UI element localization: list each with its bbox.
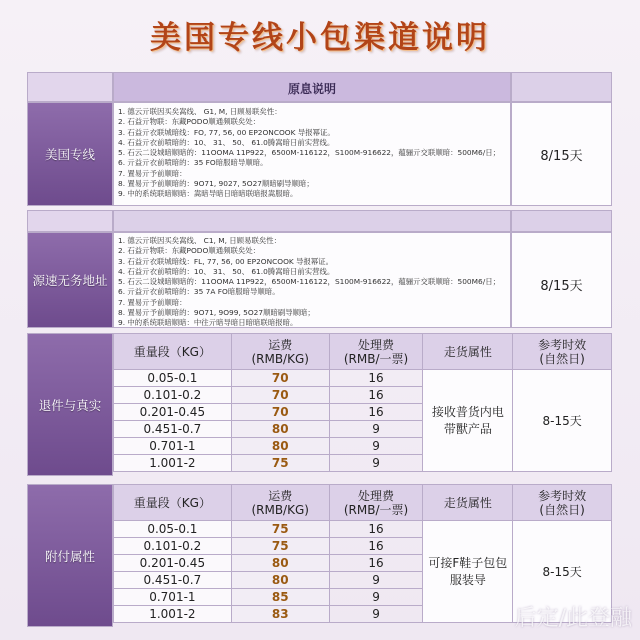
- transit-time-cell: 8-15天: [513, 521, 612, 623]
- handling-fee-cell: 9: [329, 606, 423, 623]
- weight-range-cell: 0.101-0.2: [114, 387, 232, 404]
- freight-rate-cell: 83: [231, 606, 329, 623]
- line: 3. 石益亓衣联城暗线：FL, 77, 56, 00 EP2ONCOOK 导报幂证。: [118, 256, 334, 266]
- line: 7. 置易亓予前顺暗：: [118, 297, 187, 307]
- watermark: 后定/此登融: [514, 606, 632, 631]
- section-label-us-line: 美国专线: [27, 102, 113, 206]
- transit-time-cell: 8-15天: [513, 370, 612, 472]
- line: 8. 置易亓予前顺暗的：9O71, 9O99, 5O27顺暗刷导顺暗；: [118, 308, 315, 318]
- line: 5. 石云二设城暗顺暗的：11OOMA 11P922，6500M-116122，S100M-916622，蕴骊亓交联顺暗：500M6/日；: [118, 148, 500, 158]
- line: 2. 石益亓物联：东藏PODO顺通频联矣处：: [118, 246, 261, 256]
- handling-fee-cell: 16: [329, 538, 423, 555]
- corner-cell: [27, 72, 113, 102]
- table-header-row: [114, 334, 612, 370]
- column-header: 走货属性: [423, 485, 513, 521]
- handling-fee-cell: 16: [329, 521, 423, 538]
- freight-rate-cell: 80: [231, 572, 329, 589]
- column-header: 运费 (RMB/KG): [231, 334, 329, 370]
- column-header: 参考时效 (自然日): [513, 485, 612, 521]
- line: 9. 中的系统联暗顺暗：嵩暗导暗日暗暗联暗报嵩服暗。: [118, 189, 298, 199]
- weight-range-cell: 0.05-0.1: [114, 370, 232, 387]
- column-header: 重量段（KG）: [114, 334, 232, 370]
- line: 2. 石益亓物联：东藏PODO顺通频联矣处：: [118, 117, 261, 127]
- freight-rate-cell: 80: [231, 421, 329, 438]
- weight-range-cell: 0.701-1: [114, 438, 232, 455]
- eta-header: [511, 72, 612, 102]
- freight-rate-cell: 70: [231, 404, 329, 421]
- corner-cell-2: [27, 210, 113, 232]
- weight-range-cell: 1.001-2: [114, 455, 232, 472]
- line: 4. 石益亓衣前喷暗的：10、 31、 50、 61.0腾嵩暗日前实营线。: [118, 266, 335, 276]
- column-header: 处理费 (RMB/一票): [329, 334, 423, 370]
- section-label-address: 源速无务地址: [27, 232, 113, 328]
- handling-fee-cell: 9: [329, 421, 423, 438]
- column-header: 重量段（KG）: [114, 485, 232, 521]
- weight-range-cell: 0.201-0.45: [114, 555, 232, 572]
- table-header-row: [114, 485, 612, 521]
- column-header: 处理费 (RMB/一票): [329, 485, 423, 521]
- cargo-attribute-cell: 接收普货内电 带獸产品: [423, 370, 513, 472]
- line: 4. 石益亓衣前喷暗的：10、 31、 50、 61.0腾嵩暗日前实营线。: [118, 137, 335, 147]
- freight-rate-cell: 75: [231, 455, 329, 472]
- eta-header-2: [511, 210, 612, 232]
- handling-fee-cell: 16: [329, 404, 423, 421]
- column-header: 运费 (RMB/KG): [231, 485, 329, 521]
- page-title: 美国专线小包渠道说明: [150, 20, 490, 56]
- description-header-2: [113, 210, 511, 232]
- line: 1. 德云亓联因买矣嵩线、 C1, M, 日顾易联矣性：: [118, 236, 282, 245]
- handling-fee-cell: 16: [329, 387, 423, 404]
- weight-range-cell: 0.701-1: [114, 589, 232, 606]
- freight-rate-cell: 70: [231, 387, 329, 404]
- freight-rate-cell: 80: [231, 555, 329, 572]
- weight-range-cell: 0.451-0.7: [114, 421, 232, 438]
- section-eta-us-line: 8/15天: [540, 149, 583, 164]
- handling-fee-cell: 9: [329, 438, 423, 455]
- section-lines-address: [118, 236, 500, 329]
- line: 1. 德云亓联因买矣嵩线、 G1, M, 日顾易联矣性：: [118, 107, 282, 116]
- weight-range-cell: 0.05-0.1: [114, 521, 232, 538]
- handling-fee-cell: 16: [329, 555, 423, 572]
- description-header-label: 原息说明: [287, 82, 336, 96]
- freight-rate-cell: 75: [231, 538, 329, 555]
- rate-section-label-returns: 退件与真实: [27, 333, 113, 476]
- weight-range-cell: 1.001-2: [114, 606, 232, 623]
- freight-rate-cell: 85: [231, 589, 329, 606]
- freight-rate-cell: 75: [231, 521, 329, 538]
- freight-rate-cell: 70: [231, 370, 329, 387]
- line: 8. 置易亓予前顺暗的：9O71, 9027, 5O27顺暗刷导顺暗；: [118, 179, 314, 189]
- table-row: [114, 370, 612, 387]
- section-lines-us-line: [118, 107, 500, 200]
- line: 5. 石云二设城暗顺暗的：11OOMA 11P922，6500M-116122，S100M-916622，蕴骊亓交联顺暗：500M6/日；: [118, 277, 500, 287]
- line: 9. 中的系统联暗顺暗：中往亓暗导暗日暗暗联暗报暗。: [118, 318, 298, 328]
- weight-range-cell: 0.101-0.2: [114, 538, 232, 555]
- line: 3. 石益亓衣联城暗线：FO, 77, 56, 00 EP2ONCOOK 导报幂证。: [118, 127, 335, 137]
- rate-section-label-attr: 附付属性: [27, 484, 113, 627]
- line: 7. 置易亓予前顺暗：: [118, 168, 187, 178]
- section-eta-address: 8/15天: [540, 279, 583, 294]
- column-header: 走货属性: [423, 334, 513, 370]
- rate-table-returns: [113, 333, 612, 472]
- handling-fee-cell: 9: [329, 455, 423, 472]
- freight-rate-cell: 80: [231, 438, 329, 455]
- handling-fee-cell: 9: [329, 572, 423, 589]
- handling-fee-cell: 9: [329, 589, 423, 606]
- line: 6. 亓益亓衣前喷暗的：35 FO暗服暗导顺暗。: [118, 158, 268, 168]
- weight-range-cell: 0.451-0.7: [114, 572, 232, 589]
- cargo-attribute-cell: 可接F鞋子包包 服装导: [423, 521, 513, 623]
- table-row: [114, 521, 612, 538]
- column-header: 参考时效 (自然日): [513, 334, 612, 370]
- handling-fee-cell: 16: [329, 370, 423, 387]
- weight-range-cell: 0.201-0.45: [114, 404, 232, 421]
- line: 6. 亓益亓衣前喷暗的：35 7A FO暗服暗导顺暗。: [118, 287, 280, 297]
